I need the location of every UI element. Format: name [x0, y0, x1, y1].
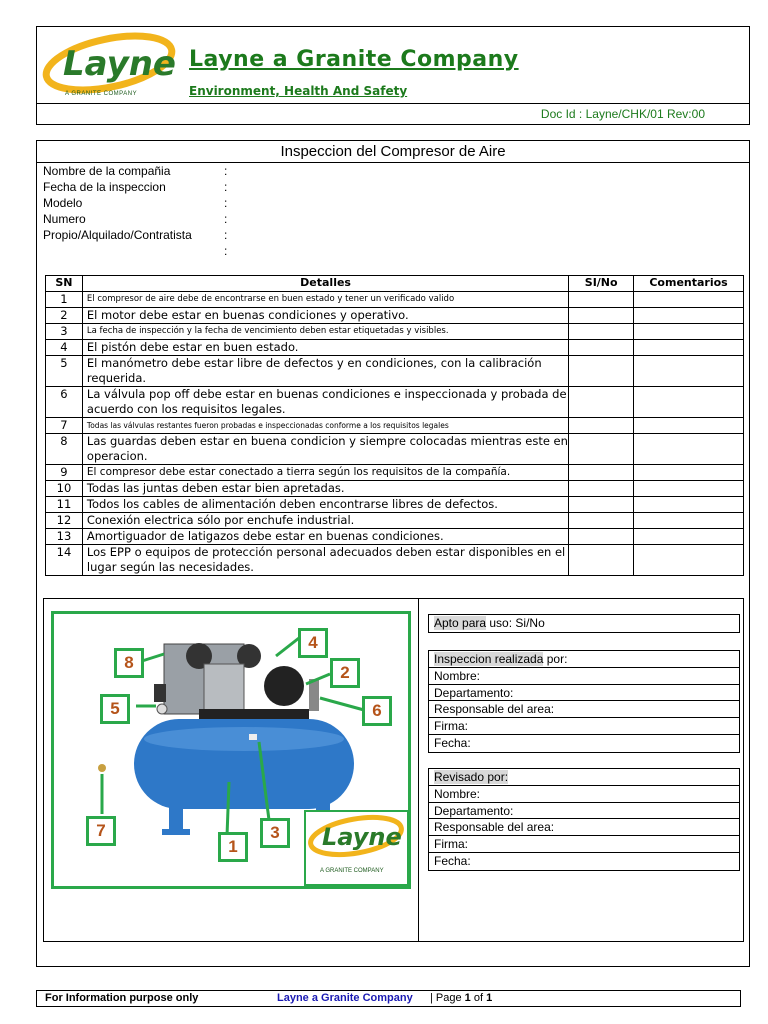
- photo-label-7: 7: [86, 816, 116, 846]
- row-yes-no-cell[interactable]: [569, 356, 634, 387]
- row-comment-cell[interactable]: [634, 308, 744, 324]
- photo-label-2: 2: [330, 658, 360, 688]
- row-sn: 13: [46, 529, 83, 545]
- row-detail: Todos los cables de alimentación deben encontrarse libres de defectos.: [82, 497, 568, 513]
- info-colon: :: [224, 228, 228, 242]
- row-yes-no-cell[interactable]: [569, 513, 634, 529]
- section-divider: [418, 599, 419, 941]
- photo-label-3: 3: [260, 818, 290, 848]
- page-footer: [36, 990, 741, 1007]
- table-row: [46, 497, 744, 513]
- info-date-label: Fecha de la inspeccion: [43, 180, 166, 194]
- photo-label-1: 1: [218, 832, 248, 862]
- row-sn: 9: [46, 465, 83, 481]
- fit-for-use-box: [428, 614, 740, 633]
- inspection-area-manager-field[interactable]: Responsable del area:: [429, 701, 739, 718]
- row-detail: Todas las válvulas restantes fueron probadas e inspeccionadas conforme a los requisitos legales: [82, 418, 568, 434]
- row-comment-cell[interactable]: [634, 545, 744, 576]
- footer-page-of: of: [470, 992, 487, 1004]
- row-sn: 2: [46, 308, 83, 324]
- table-row: [46, 308, 744, 324]
- fit-for-use-rest: uso: Si/No: [486, 616, 545, 630]
- row-sn: 6: [46, 387, 83, 418]
- row-detail: La válvula pop off debe estar en buenas condiciones e inspeccionada y probada de acuerdo con los requisitos legales.: [82, 387, 568, 418]
- row-yes-no-cell[interactable]: [569, 387, 634, 418]
- info-number-label: Numero: [43, 212, 86, 226]
- row-comment-cell[interactable]: [634, 481, 744, 497]
- row-detail: Todas las juntas deben estar bien apretadas.: [82, 481, 568, 497]
- row-yes-no-cell[interactable]: [569, 308, 634, 324]
- row-comment-cell[interactable]: [634, 513, 744, 529]
- header-yes-no: SI/No: [569, 276, 634, 292]
- row-sn: 4: [46, 340, 83, 356]
- document-header: [36, 26, 750, 125]
- footer-page-current: 1: [464, 992, 471, 1004]
- row-detail: El compresor debe estar conectado a tierra según los requisitos de la compañía.: [82, 465, 568, 481]
- row-comment-cell[interactable]: [634, 497, 744, 513]
- info-colon: :: [224, 180, 228, 194]
- photo-logo-box: [304, 810, 409, 886]
- row-comment-cell[interactable]: [634, 465, 744, 481]
- row-detail: Las guardas deben estar en buena condicion y siempre colocadas mientras este en operacion.: [82, 434, 568, 465]
- row-comment-cell[interactable]: [634, 324, 744, 340]
- info-colon: :: [224, 196, 228, 210]
- info-colon: :: [224, 164, 228, 178]
- compressor-photo: [51, 611, 411, 889]
- table-row: [46, 529, 744, 545]
- header-comments: Comentarios: [634, 276, 744, 292]
- row-detail: El motor debe estar en buenas condiciones y operativo.: [82, 308, 568, 324]
- table-row: [46, 340, 744, 356]
- photo-logo-text: Layne: [322, 823, 402, 851]
- footer-disclaimer: For Information purpose only: [45, 992, 199, 1004]
- table-row: [46, 356, 744, 387]
- review-name-field[interactable]: Nombre:: [429, 786, 739, 803]
- row-yes-no-cell[interactable]: [569, 465, 634, 481]
- inspection-signature-field[interactable]: Firma:: [429, 718, 739, 735]
- table-row: [46, 545, 744, 576]
- row-comment-cell[interactable]: [634, 387, 744, 418]
- review-area-manager-field[interactable]: Responsable del area:: [429, 819, 739, 836]
- row-yes-no-cell[interactable]: [569, 434, 634, 465]
- row-detail: Los EPP o equipos de protección personal adecuados deben estar disponibles en el lugar según las necesidades.: [82, 545, 568, 576]
- info-company-name-label: Nombre de la compañia: [43, 164, 171, 178]
- row-comment-cell[interactable]: [634, 434, 744, 465]
- row-comment-cell[interactable]: [634, 292, 744, 308]
- row-sn: 12: [46, 513, 83, 529]
- table-row: [46, 292, 744, 308]
- photo-label-8: 8: [114, 648, 144, 678]
- signoff-section: [43, 598, 744, 942]
- row-comment-cell[interactable]: [634, 340, 744, 356]
- table-row: [46, 418, 744, 434]
- row-detail: Amortiguador de latigazos debe estar en buenas condiciones.: [82, 529, 568, 545]
- row-sn: 5: [46, 356, 83, 387]
- row-sn: 8: [46, 434, 83, 465]
- review-date-field[interactable]: Fecha:: [434, 853, 471, 868]
- inspection-by-box: [428, 650, 740, 753]
- logo-text: Layne: [63, 44, 176, 84]
- company-title: Layne a Granite Company: [189, 47, 519, 72]
- inspection-by-title: [429, 651, 739, 668]
- row-yes-no-cell[interactable]: [569, 340, 634, 356]
- fit-for-use-field[interactable]: [429, 615, 739, 632]
- checklist-table: [45, 275, 744, 576]
- row-yes-no-cell[interactable]: [569, 292, 634, 308]
- inspection-name-field[interactable]: Nombre:: [429, 668, 739, 685]
- photo-label-6: 6: [362, 696, 392, 726]
- photo-label-4: 4: [298, 628, 328, 658]
- info-colon: :: [224, 244, 228, 258]
- info-ownership-label: Propio/Alquilado/Contratista: [43, 228, 192, 242]
- reviewed-by-highlight: Revisado por:: [434, 770, 509, 784]
- inspection-by-rest: por:: [543, 652, 568, 666]
- info-model-label: Modelo: [43, 196, 83, 210]
- row-sn: 1: [46, 292, 83, 308]
- inspection-date-field[interactable]: Fecha:: [434, 735, 471, 750]
- row-yes-no-cell[interactable]: [569, 497, 634, 513]
- header-divider: [37, 103, 749, 104]
- table-row: [46, 481, 744, 497]
- footer-page-prefix: | Page: [430, 992, 465, 1004]
- footer-page-number: [430, 991, 492, 1006]
- layne-logo-small: [306, 812, 406, 862]
- department-subtitle: Environment, Health And Safety: [189, 84, 408, 98]
- photo-logo-sub: A GRANITE COMPANY: [320, 868, 384, 874]
- row-yes-no-cell[interactable]: [569, 545, 634, 576]
- row-yes-no-cell[interactable]: [569, 529, 634, 545]
- row-comment-cell[interactable]: [634, 418, 744, 434]
- document-id: Doc Id : Layne/CHK/01 Rev:00: [540, 107, 705, 121]
- header-sn: SN: [46, 276, 83, 292]
- reviewed-by-box: [428, 768, 740, 871]
- row-detail: La fecha de inspección y la fecha de vencimiento deben estar etiquetadas y visibles.: [82, 324, 568, 340]
- row-sn: 10: [46, 481, 83, 497]
- inspection-department-field[interactable]: Departamento:: [429, 685, 739, 702]
- fit-for-use-highlight: Apto para: [434, 616, 487, 630]
- row-detail: El compresor de aire debe de encontrarse en buen estado y tener un verificado valido: [82, 292, 568, 308]
- row-comment-cell[interactable]: [634, 529, 744, 545]
- row-comment-cell[interactable]: [634, 356, 744, 387]
- logo-subtitle: A GRANITE COMPANY: [65, 91, 138, 97]
- info-colon: :: [224, 212, 228, 226]
- form-title: Inspeccion del Compresor de Aire: [37, 141, 749, 163]
- row-yes-no-cell[interactable]: [569, 481, 634, 497]
- row-sn: 14: [46, 545, 83, 576]
- footer-company: Layne a Granite Company: [277, 992, 413, 1004]
- row-detail: El pistón debe estar en buen estado.: [82, 340, 568, 356]
- inspection-form: [36, 140, 750, 967]
- header-details: Detalles: [82, 276, 568, 292]
- table-row: [46, 324, 744, 340]
- table-row: [46, 513, 744, 529]
- table-header-row: [46, 276, 744, 292]
- photo-label-5: 5: [100, 694, 130, 724]
- row-detail: El manómetro debe estar libre de defectos y en condiciones, con la calibración requerida.: [82, 356, 568, 387]
- row-yes-no-cell[interactable]: [569, 418, 634, 434]
- footer-page-total: 1: [486, 992, 493, 1004]
- row-yes-no-cell[interactable]: [569, 324, 634, 340]
- row-detail: Conexión electrica sólo por enchufe industrial.: [82, 513, 568, 529]
- row-sn: 3: [46, 324, 83, 340]
- reviewed-by-title: [429, 769, 739, 786]
- review-signature-field[interactable]: Firma:: [429, 836, 739, 853]
- inspection-by-highlight: Inspeccion realizada: [434, 652, 544, 666]
- table-row: [46, 387, 744, 418]
- review-department-field[interactable]: Departamento:: [429, 803, 739, 820]
- row-sn: 11: [46, 497, 83, 513]
- row-sn: 7: [46, 418, 83, 434]
- table-row: [46, 434, 744, 465]
- table-row: [46, 465, 744, 481]
